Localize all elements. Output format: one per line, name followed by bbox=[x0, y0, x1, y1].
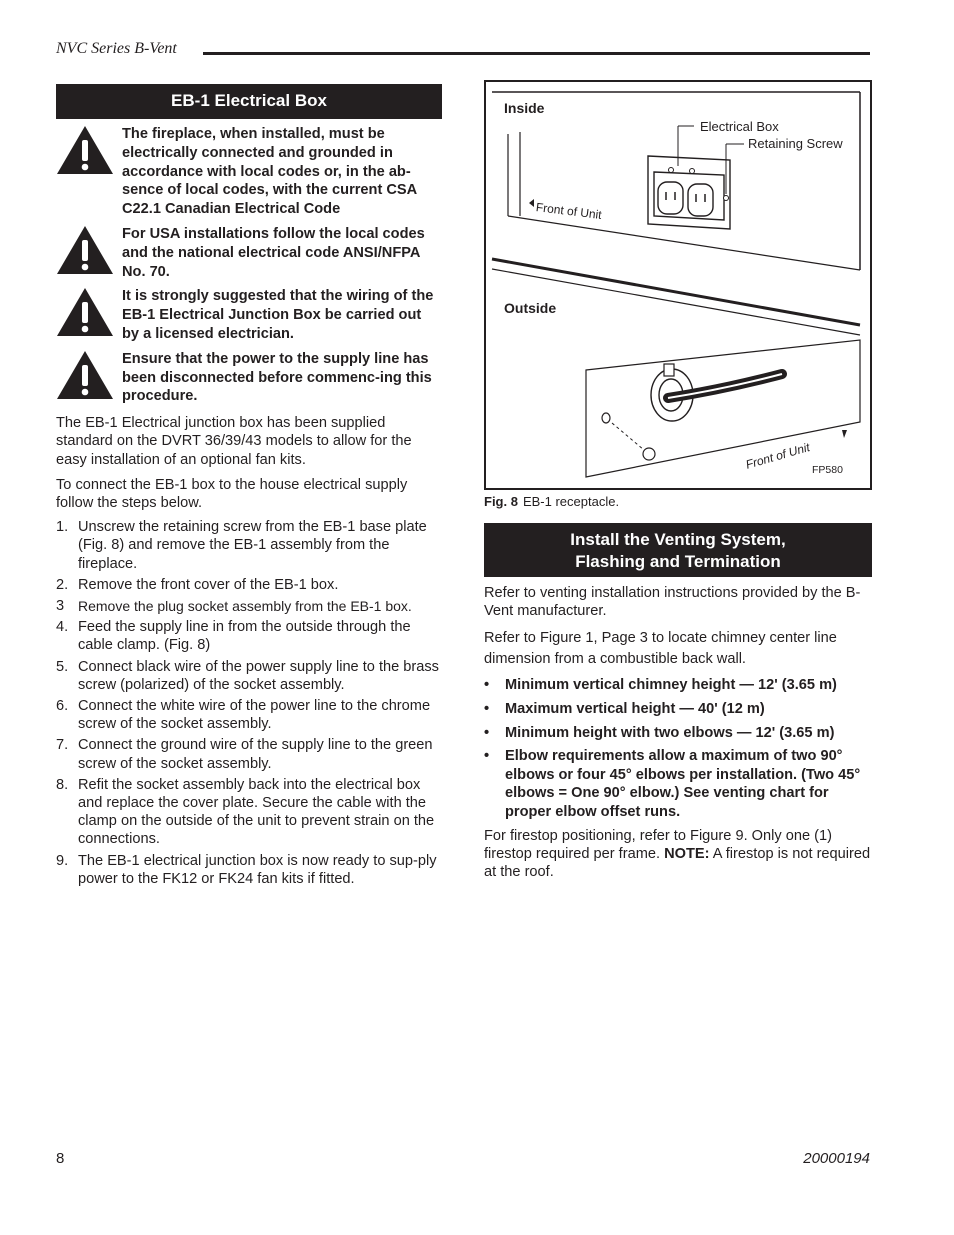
section-heading-line: Flashing and Termination bbox=[575, 552, 781, 571]
bullet-text: Minimum vertical chimney height — 12' (3.65 m) bbox=[505, 677, 837, 694]
bullet-dot: • bbox=[484, 677, 490, 694]
step-text: Refit the socket assembly back into the electrical box and replace the cover plate. Secure the cable with the clamp on the outside of the unit to prevent strain on the connections. bbox=[78, 776, 435, 848]
step-text: Remove the front cover of the EB-1 box. bbox=[78, 576, 339, 593]
bullet-dot: • bbox=[484, 701, 490, 717]
figure-caption-text: EB-1 receptacle. bbox=[522, 494, 620, 509]
step-text: Feed the supply line in from the outside through the cable clamp. (Fig. 8) bbox=[78, 619, 411, 654]
warning-triangle-icon bbox=[56, 125, 114, 175]
bullet-item bbox=[484, 676, 872, 695]
header-rule bbox=[203, 52, 870, 55]
warning-triangle-icon bbox=[56, 287, 114, 337]
warning-block bbox=[56, 125, 442, 219]
steps-list bbox=[56, 518, 442, 888]
bullet-text: Minimum height with two elbows — 12' (3.65 m) bbox=[505, 724, 835, 741]
firestop-paragraph bbox=[484, 827, 872, 882]
venting-paragraph: Refer to Figure 1, Page 3 to locate chimney center line dimension from a combustible back wall. bbox=[484, 630, 837, 668]
figure-eb1-receptacle bbox=[484, 80, 872, 490]
figure-label-electrical-box: Electrical Box bbox=[700, 119, 779, 134]
running-header-title: NVC Series B-Vent bbox=[56, 40, 177, 57]
bullet-text: Elbow requirements allow a maximum of two 90° elbows or four 45° elbows per installation. (Two 45° elbows = One 90° elbow.) See venting chart for proper elbow offset runs. bbox=[505, 748, 861, 820]
step-item bbox=[56, 697, 442, 733]
venting-requirements-list bbox=[484, 676, 872, 821]
warning-triangle-icon bbox=[56, 225, 114, 275]
section-heading-venting bbox=[484, 523, 872, 577]
step-number: 7. bbox=[56, 737, 69, 754]
intro-paragraph: The EB-1 Electrical junction box has been supplied standard on the DVRT 36/39/43 models to allow for the easy installation of an optional fan kits. bbox=[56, 415, 412, 468]
firestop-text: For firestop positioning, refer to Figure 9. Only one (1) firestop required per frame. bbox=[484, 827, 832, 862]
warning-triangle-icon bbox=[56, 350, 114, 400]
step-number: 4. bbox=[56, 619, 69, 636]
warning-text: Ensure that the power to the supply line has been disconnected before commenc-ing this procedure. bbox=[122, 350, 432, 405]
step-number: 2. bbox=[56, 576, 69, 593]
step-text: The EB-1 electrical junction box is now ready to sup-ply power to the FK12 or FK24 fan kits if fitted. bbox=[78, 852, 437, 887]
step-number: 3 bbox=[56, 597, 65, 614]
intro-paragraph: To connect the EB-1 box to the house electrical supply follow the steps below. bbox=[56, 476, 408, 511]
step-text: Remove the plug socket assembly from the EB-1 box. bbox=[78, 597, 412, 614]
section-heading-eb1: EB-1 Electrical Box bbox=[56, 84, 442, 119]
figure-label-outside: Outside bbox=[504, 300, 557, 316]
figure-label-front-of-unit-top: Front of Unit bbox=[535, 200, 603, 222]
figure-label-front-of-unit-bottom: Front of Unit bbox=[744, 440, 812, 472]
document-number: 20000194 bbox=[803, 1150, 870, 1167]
warning-text: For USA installations follow the local codes and the national electrical code ANSI/NFPA No. 70. bbox=[122, 225, 425, 280]
step-text: Connect the white wire of the power line to the chrome screw of the socket assembly. bbox=[78, 698, 431, 733]
step-number: 5. bbox=[56, 658, 69, 675]
figure-caption-number: Fig. 8 bbox=[484, 494, 518, 509]
step-item bbox=[56, 658, 442, 694]
step-item bbox=[56, 597, 442, 615]
step-text: Unscrew the retaining screw from the EB-1 base plate (Fig. 8) and remove the EB-1 assembly from the fireplace. bbox=[78, 519, 427, 572]
warning-block bbox=[56, 287, 442, 343]
right-column bbox=[484, 80, 872, 881]
step-item bbox=[56, 576, 442, 594]
bullet-item bbox=[484, 724, 872, 743]
warning-block bbox=[56, 350, 442, 406]
warning-text: The fireplace, when installed, must be electrically connected and grounded in accordance with local codes or, in the ab-sence of local codes, with the current CSA C22.1 Canadian Electrical Code bbox=[122, 126, 417, 218]
venting-paragraph: Refer to venting installation instructions provided by the B-Vent manufacturer. bbox=[484, 585, 861, 620]
step-number: 6. bbox=[56, 698, 69, 714]
bullet-dot: • bbox=[484, 724, 490, 741]
step-item bbox=[56, 736, 442, 772]
bullet-dot: • bbox=[484, 748, 490, 765]
bullet-text: Maximum vertical height — 40' (12 m) bbox=[505, 701, 765, 717]
bullet-item bbox=[484, 700, 872, 719]
page-number: 8 bbox=[56, 1150, 65, 1167]
step-number: 8. bbox=[56, 776, 69, 793]
left-column bbox=[56, 84, 442, 891]
warning-block bbox=[56, 225, 442, 281]
note-label: NOTE: bbox=[664, 845, 710, 862]
section-heading-line: Install the Venting System, bbox=[570, 530, 786, 549]
warning-text: It is strongly suggested that the wiring of the EB-1 Electrical Junction Box be carried out by a licensed electrician. bbox=[122, 288, 434, 342]
step-item bbox=[56, 618, 442, 654]
figure-label-retaining-screw: Retaining Screw bbox=[748, 136, 843, 151]
step-number: 9. bbox=[56, 852, 69, 869]
step-text: Connect black wire of the power supply line to the brass screw (polarized) of the socket assembly. bbox=[78, 658, 439, 693]
bullet-item bbox=[484, 747, 872, 821]
figure-code: FP580 bbox=[812, 464, 843, 476]
step-item bbox=[56, 776, 442, 849]
step-number: 1. bbox=[56, 519, 69, 536]
step-item bbox=[56, 852, 442, 888]
figure-label-inside: Inside bbox=[504, 100, 545, 116]
step-item bbox=[56, 518, 442, 573]
step-text: Connect the ground wire of the supply line to the green screw of the socket assembly. bbox=[78, 737, 433, 772]
firestop-note-text: A firestop is not required at the roof. bbox=[484, 845, 871, 880]
figure-caption bbox=[484, 494, 872, 509]
